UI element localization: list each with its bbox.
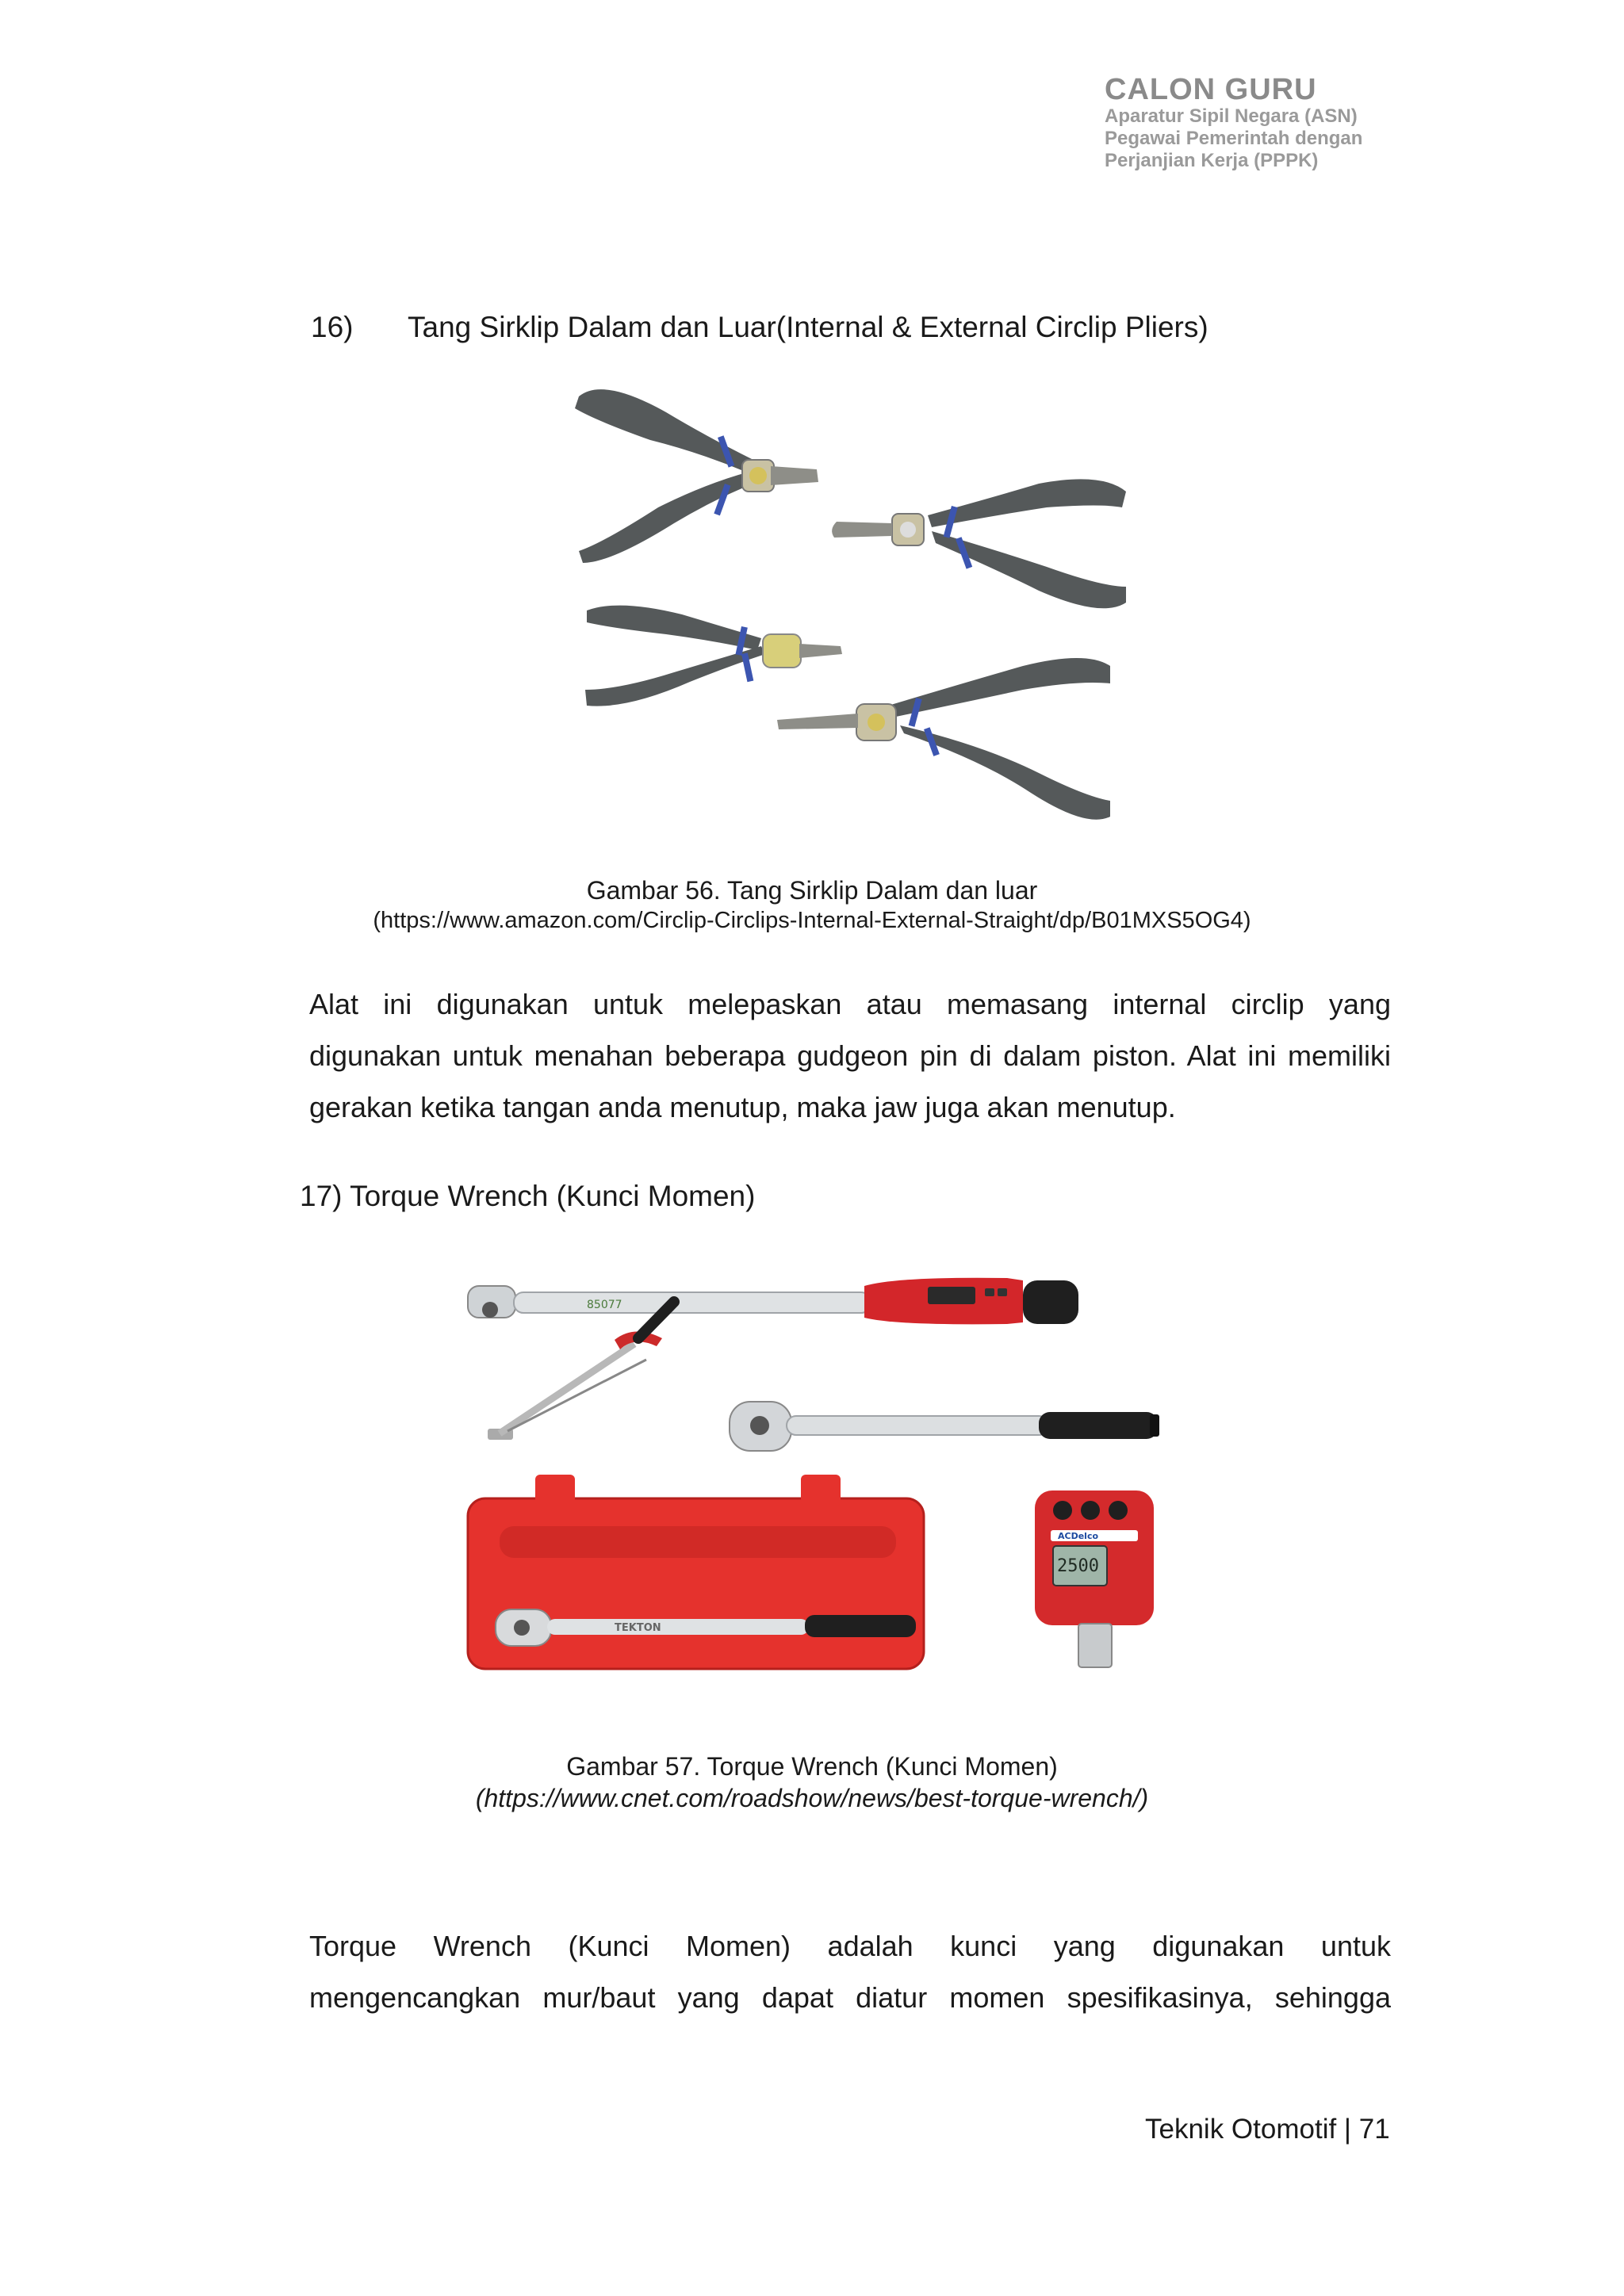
header-line-2: Pegawai Pemerintah dengan [1105, 128, 1363, 149]
pliers-bottom-left [585, 606, 842, 706]
paragraph-2 [309, 1920, 1391, 2023]
figure-56-caption: Gambar 56. Tang Sirklip Dalam dan luar [586, 876, 1038, 905]
paragraph-1 [309, 978, 1391, 1133]
page-footer: Teknik Otomotif | 71 [1145, 2114, 1390, 2145]
section-16-number: 16) [311, 311, 354, 343]
digital-torque-adapter [1035, 1490, 1154, 1667]
pliers-bottom-right [777, 658, 1110, 820]
wrench-label: 85077 [587, 1299, 622, 1311]
header-title: CALON GURU [1105, 73, 1317, 106]
torque-wrench-image [452, 1253, 1269, 1681]
case-label: TEKTON [615, 1622, 661, 1634]
header-line-3: Perjanjian Kerja (PPPK) [1105, 150, 1319, 171]
section-17-title: 17) Torque Wrench (Kunci Momen) [300, 1180, 756, 1212]
circlip-pliers-image [555, 373, 1142, 832]
pliers-top-right [832, 479, 1126, 608]
paragraph-2-line-2: mengencangkan mur/baut yang dapat diatur momen spesifikasinya, sehingga [309, 1981, 1391, 2014]
header-line-1: Aparatur Sipil Negara (ASN) [1105, 105, 1358, 127]
paragraph-1-line-2: digunakan untuk menahan beberapa gudgeon pin di dalam piston. Alat ini memiliki [309, 1039, 1391, 1072]
figure-57-caption: Gambar 57. Torque Wrench (Kunci Momen) [566, 1752, 1058, 1781]
gauge-brand: ACDelco [1058, 1531, 1099, 1541]
pliers-top-left [575, 389, 818, 563]
beam-torque-wrench [488, 1302, 674, 1440]
digital-torque-wrench [468, 1278, 1078, 1325]
paragraph-2-line-1: Torque Wrench (Kunci Momen) adalah kunci yang digunakan untuk [309, 1930, 1391, 1962]
click-torque-wrench [730, 1402, 1159, 1451]
wrench-case [468, 1475, 924, 1669]
paragraph-1-line-1: Alat ini digunakan untuk melepaskan atau memasang internal circlip yang [309, 988, 1391, 1020]
paragraph-1-line-3: gerakan ketika tangan anda menutup, maka jaw juga akan menutup. [309, 1091, 1176, 1123]
figure-56-source: (https://www.amazon.com/Circlip-Circlips-Internal-External-Straight/dp/B01MXS5OG4) [373, 908, 1251, 933]
figure-57-source: (https://www.cnet.com/roadshow/news/best-torque-wrench/) [475, 1784, 1149, 1812]
gauge-reading: 2500 [1057, 1556, 1099, 1576]
section-16-title: Tang Sirklip Dalam dan Luar(Internal & External Circlip Pliers) [408, 311, 1208, 343]
